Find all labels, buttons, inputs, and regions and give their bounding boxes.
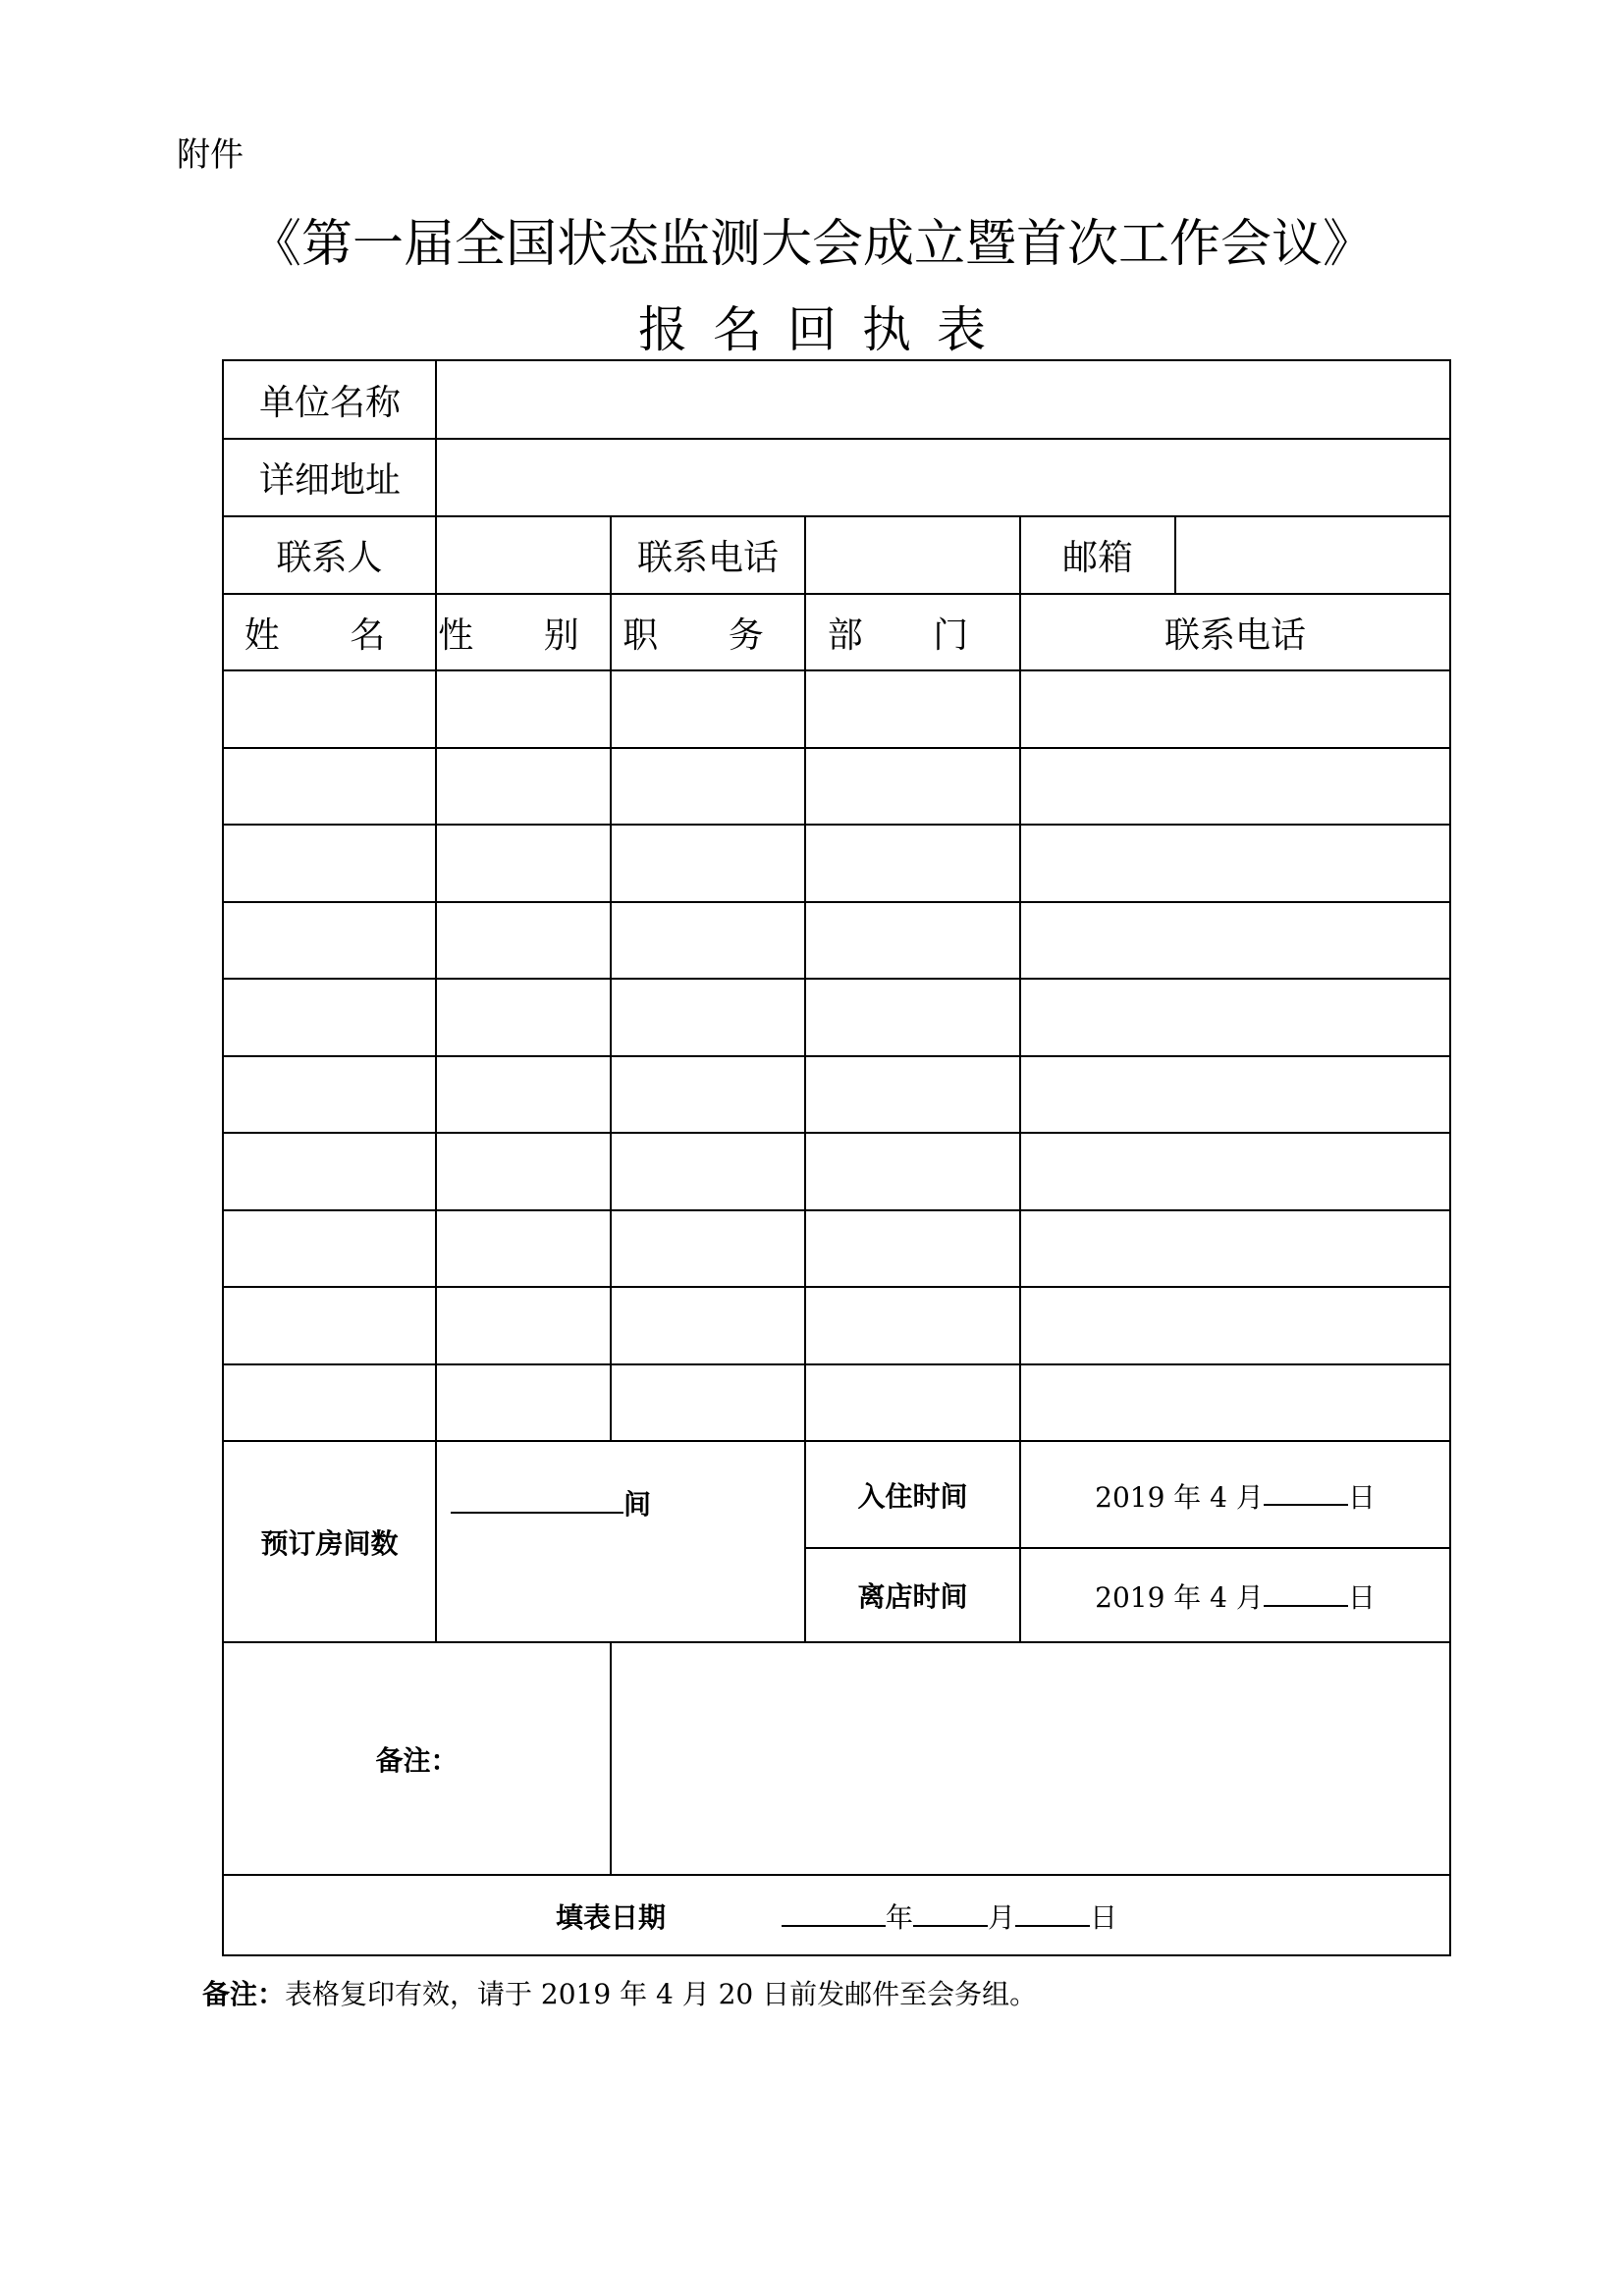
phone-cell[interactable] [1020,748,1450,826]
room-unit-label: 间 [623,1488,652,1521]
registration-form-table [222,359,1451,1956]
attendee-row [223,1210,1450,1288]
email-label: 邮箱 [1020,516,1175,594]
attendee-row [223,825,1450,902]
attendee-row [223,748,1450,826]
room-count-label: 预订房间数 [223,1441,436,1642]
checkin-date-prefix: 2019 年 4 月 [1095,1480,1264,1514]
attendee-rows [223,670,1450,1441]
col-header-position: 职 务 [611,594,805,670]
remarks-label: 备注： [223,1642,611,1875]
checkin-day-suffix: 日 [1347,1480,1376,1514]
phone-cell[interactable] [1020,902,1450,980]
name-cell[interactable] [223,979,436,1056]
gender-cell[interactable] [436,670,611,748]
position-cell[interactable] [611,1287,805,1364]
department-cell[interactable] [805,670,1020,748]
department-cell[interactable] [805,748,1020,826]
gender-cell[interactable] [436,979,611,1056]
contact-phone-label: 联系电话 [611,516,805,594]
department-cell[interactable] [805,1210,1020,1288]
col-header-phone: 联系电话 [1020,594,1450,670]
checkout-day-suffix: 日 [1347,1580,1376,1614]
fill-month-suffix: 月 [988,1900,1016,1934]
name-cell[interactable] [223,748,436,826]
name-cell[interactable] [223,1287,436,1364]
name-cell[interactable] [223,1056,436,1134]
department-cell[interactable] [805,1133,1020,1210]
attendee-row [223,1287,1450,1364]
footnote-text: 表格复印有效，请于 2019 年 4 月 20 日前发邮件至会务组。 [285,1978,1038,2010]
gender-cell[interactable] [436,1056,611,1134]
page-title: 《第一届全国状态监测大会成立暨首次工作会议》 [249,215,1374,274]
gender-cell[interactable] [436,1287,611,1364]
position-cell[interactable] [611,1364,805,1442]
attendee-row [223,1133,1450,1210]
contact-person-field[interactable] [436,516,611,594]
position-cell[interactable] [611,1133,805,1210]
attendee-row [223,979,1450,1056]
contact-phone-field[interactable] [805,516,1020,594]
footnote-label: 备注： [202,1978,286,2010]
name-cell[interactable] [223,1364,436,1442]
gender-cell[interactable] [436,902,611,980]
footnote [202,1973,1037,2012]
position-cell[interactable] [611,902,805,980]
col-header-department: 部 门 [805,594,1020,670]
attendee-row [223,1364,1450,1442]
phone-cell[interactable] [1020,1056,1450,1134]
phone-cell[interactable] [1020,1364,1450,1442]
phone-cell[interactable] [1020,1210,1450,1288]
room-count-field[interactable] [436,1441,805,1642]
position-cell[interactable] [611,670,805,748]
attendee-row [223,1056,1450,1134]
name-cell[interactable] [223,1210,436,1288]
email-field[interactable] [1175,516,1450,594]
department-cell[interactable] [805,825,1020,902]
address-field[interactable] [436,439,1450,516]
phone-cell[interactable] [1020,1133,1450,1210]
name-cell[interactable] [223,1133,436,1210]
fill-day-suffix: 日 [1090,1900,1118,1934]
phone-cell[interactable] [1020,979,1450,1056]
position-cell[interactable] [611,748,805,826]
attendee-row [223,902,1450,980]
phone-cell[interactable] [1020,1287,1450,1364]
col-header-name: 姓 名 [223,594,436,670]
fill-year-suffix: 年 [886,1900,914,1934]
position-cell[interactable] [611,1210,805,1288]
fill-date-row[interactable] [223,1875,1450,1955]
position-cell[interactable] [611,1056,805,1134]
page-subtitle: 报名回执表 [638,301,1011,358]
unit-name-field[interactable] [436,360,1450,439]
contact-person-label: 联系人 [223,516,436,594]
gender-cell[interactable] [436,825,611,902]
department-cell[interactable] [805,1287,1020,1364]
attachment-label: 附件 [177,135,244,175]
remarks-field[interactable] [611,1642,1450,1875]
checkin-date-field[interactable] [1020,1441,1450,1548]
checkout-date-field[interactable] [1020,1548,1450,1642]
position-cell[interactable] [611,825,805,902]
checkout-date-prefix: 2019 年 4 月 [1095,1580,1264,1614]
name-cell[interactable] [223,670,436,748]
gender-cell[interactable] [436,748,611,826]
department-cell[interactable] [805,1056,1020,1134]
gender-cell[interactable] [436,1364,611,1442]
checkin-label: 入住时间 [805,1441,1020,1548]
position-cell[interactable] [611,979,805,1056]
gender-cell[interactable] [436,1133,611,1210]
phone-cell[interactable] [1020,670,1450,748]
address-label: 详细地址 [223,439,436,516]
department-cell[interactable] [805,902,1020,980]
department-cell[interactable] [805,979,1020,1056]
department-cell[interactable] [805,1364,1020,1442]
name-cell[interactable] [223,825,436,902]
unit-name-label: 单位名称 [223,360,436,439]
col-header-gender: 性 别 [436,594,611,670]
phone-cell[interactable] [1020,825,1450,902]
name-cell[interactable] [223,902,436,980]
fill-date-label: 填表日期 [555,1900,666,1934]
attendee-row [223,670,1450,748]
gender-cell[interactable] [436,1210,611,1288]
checkout-label: 离店时间 [805,1548,1020,1642]
